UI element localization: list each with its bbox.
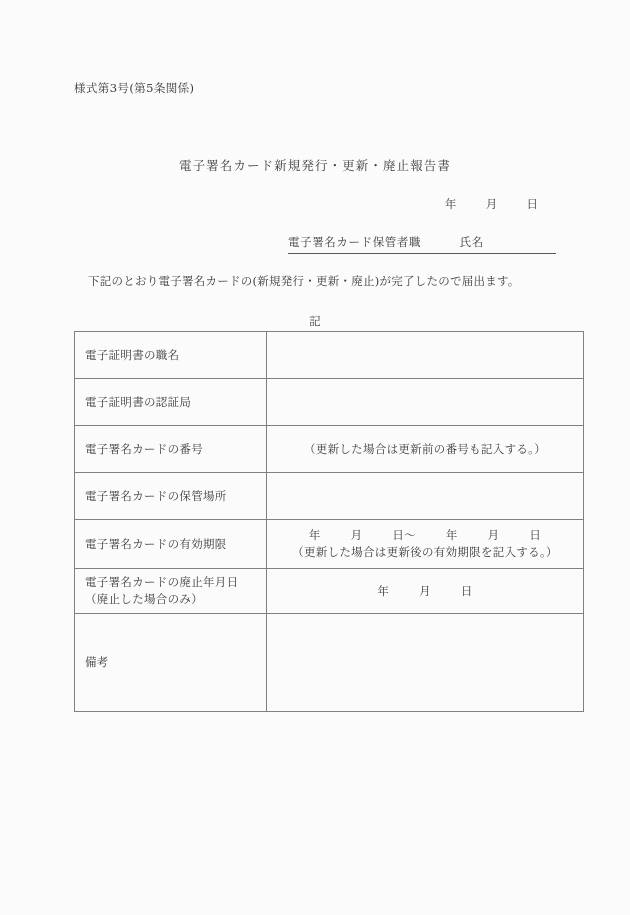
row-label-validity-period: 電子署名カードの有効期限 xyxy=(75,520,267,569)
abolition-date-line xyxy=(275,583,575,600)
statement-text: 下記のとおり電子署名カードの(新規発行・更新・廃止)が完了したので届出ます。 xyxy=(88,274,520,288)
date-line xyxy=(445,196,538,212)
table-row xyxy=(75,473,584,520)
abolition-label-line2: （廃止した場合のみ） xyxy=(85,592,203,606)
row-value-certificate-post[interactable] xyxy=(267,332,584,379)
table-row xyxy=(75,614,584,712)
row-value-card-number[interactable] xyxy=(267,426,584,473)
validity-end-day: 日 xyxy=(529,528,542,543)
signature-role-label: 電子署名カード保管者職 xyxy=(288,235,422,249)
validity-end-year: 年 xyxy=(445,528,458,543)
table-row xyxy=(75,426,584,473)
abolition-day: 日 xyxy=(460,583,473,598)
table-row xyxy=(75,520,584,569)
ki-mark: 記 xyxy=(309,314,321,328)
row-label-certificate-authority: 電子証明書の認証局 xyxy=(75,379,267,426)
validity-start-day: 日〜 xyxy=(392,528,416,543)
report-table xyxy=(74,331,584,712)
date-day-label: 日 xyxy=(526,197,538,211)
table-row xyxy=(75,379,584,426)
signature-line xyxy=(288,234,556,254)
row-value-certificate-authority[interactable] xyxy=(267,379,584,426)
date-year-label: 年 xyxy=(444,197,457,211)
abolition-label-line1: 電子署名カードの廃止年月日 xyxy=(85,575,239,590)
date-month-label: 月 xyxy=(485,197,498,211)
validity-start-month: 月 xyxy=(350,528,363,543)
row-value-storage-location[interactable] xyxy=(267,473,584,520)
table-row xyxy=(75,332,584,379)
form-code: 様式第3号(第5条関係) xyxy=(74,81,195,95)
validity-date-range xyxy=(275,527,575,544)
row-label-storage-location: 電子署名カードの保管場所 xyxy=(75,473,267,520)
table-row xyxy=(75,569,584,614)
validity-end-month: 月 xyxy=(487,528,500,543)
validity-period-note: （更新した場合は更新後の有効期限を記入する。） xyxy=(292,545,558,559)
card-number-note: （更新した場合は更新前の番号も記入する。） xyxy=(303,441,547,456)
abolition-month: 月 xyxy=(419,583,431,598)
row-label-remarks: 備考 xyxy=(75,614,267,712)
row-value-remarks[interactable] xyxy=(267,614,584,712)
row-value-abolition-date[interactable] xyxy=(267,569,584,614)
row-value-validity-period[interactable] xyxy=(267,520,584,569)
signature-name-label: 氏名 xyxy=(459,235,484,249)
row-label-certificate-post: 電子証明書の職名 xyxy=(75,332,267,379)
abolition-year: 年 xyxy=(377,583,390,598)
validity-start-year: 年 xyxy=(308,528,321,543)
row-label-abolition-date xyxy=(75,569,267,614)
row-label-card-number: 電子署名カードの番号 xyxy=(75,426,267,473)
page-title: 電子署名カード新規発行・更新・廃止報告書 xyxy=(178,158,451,173)
